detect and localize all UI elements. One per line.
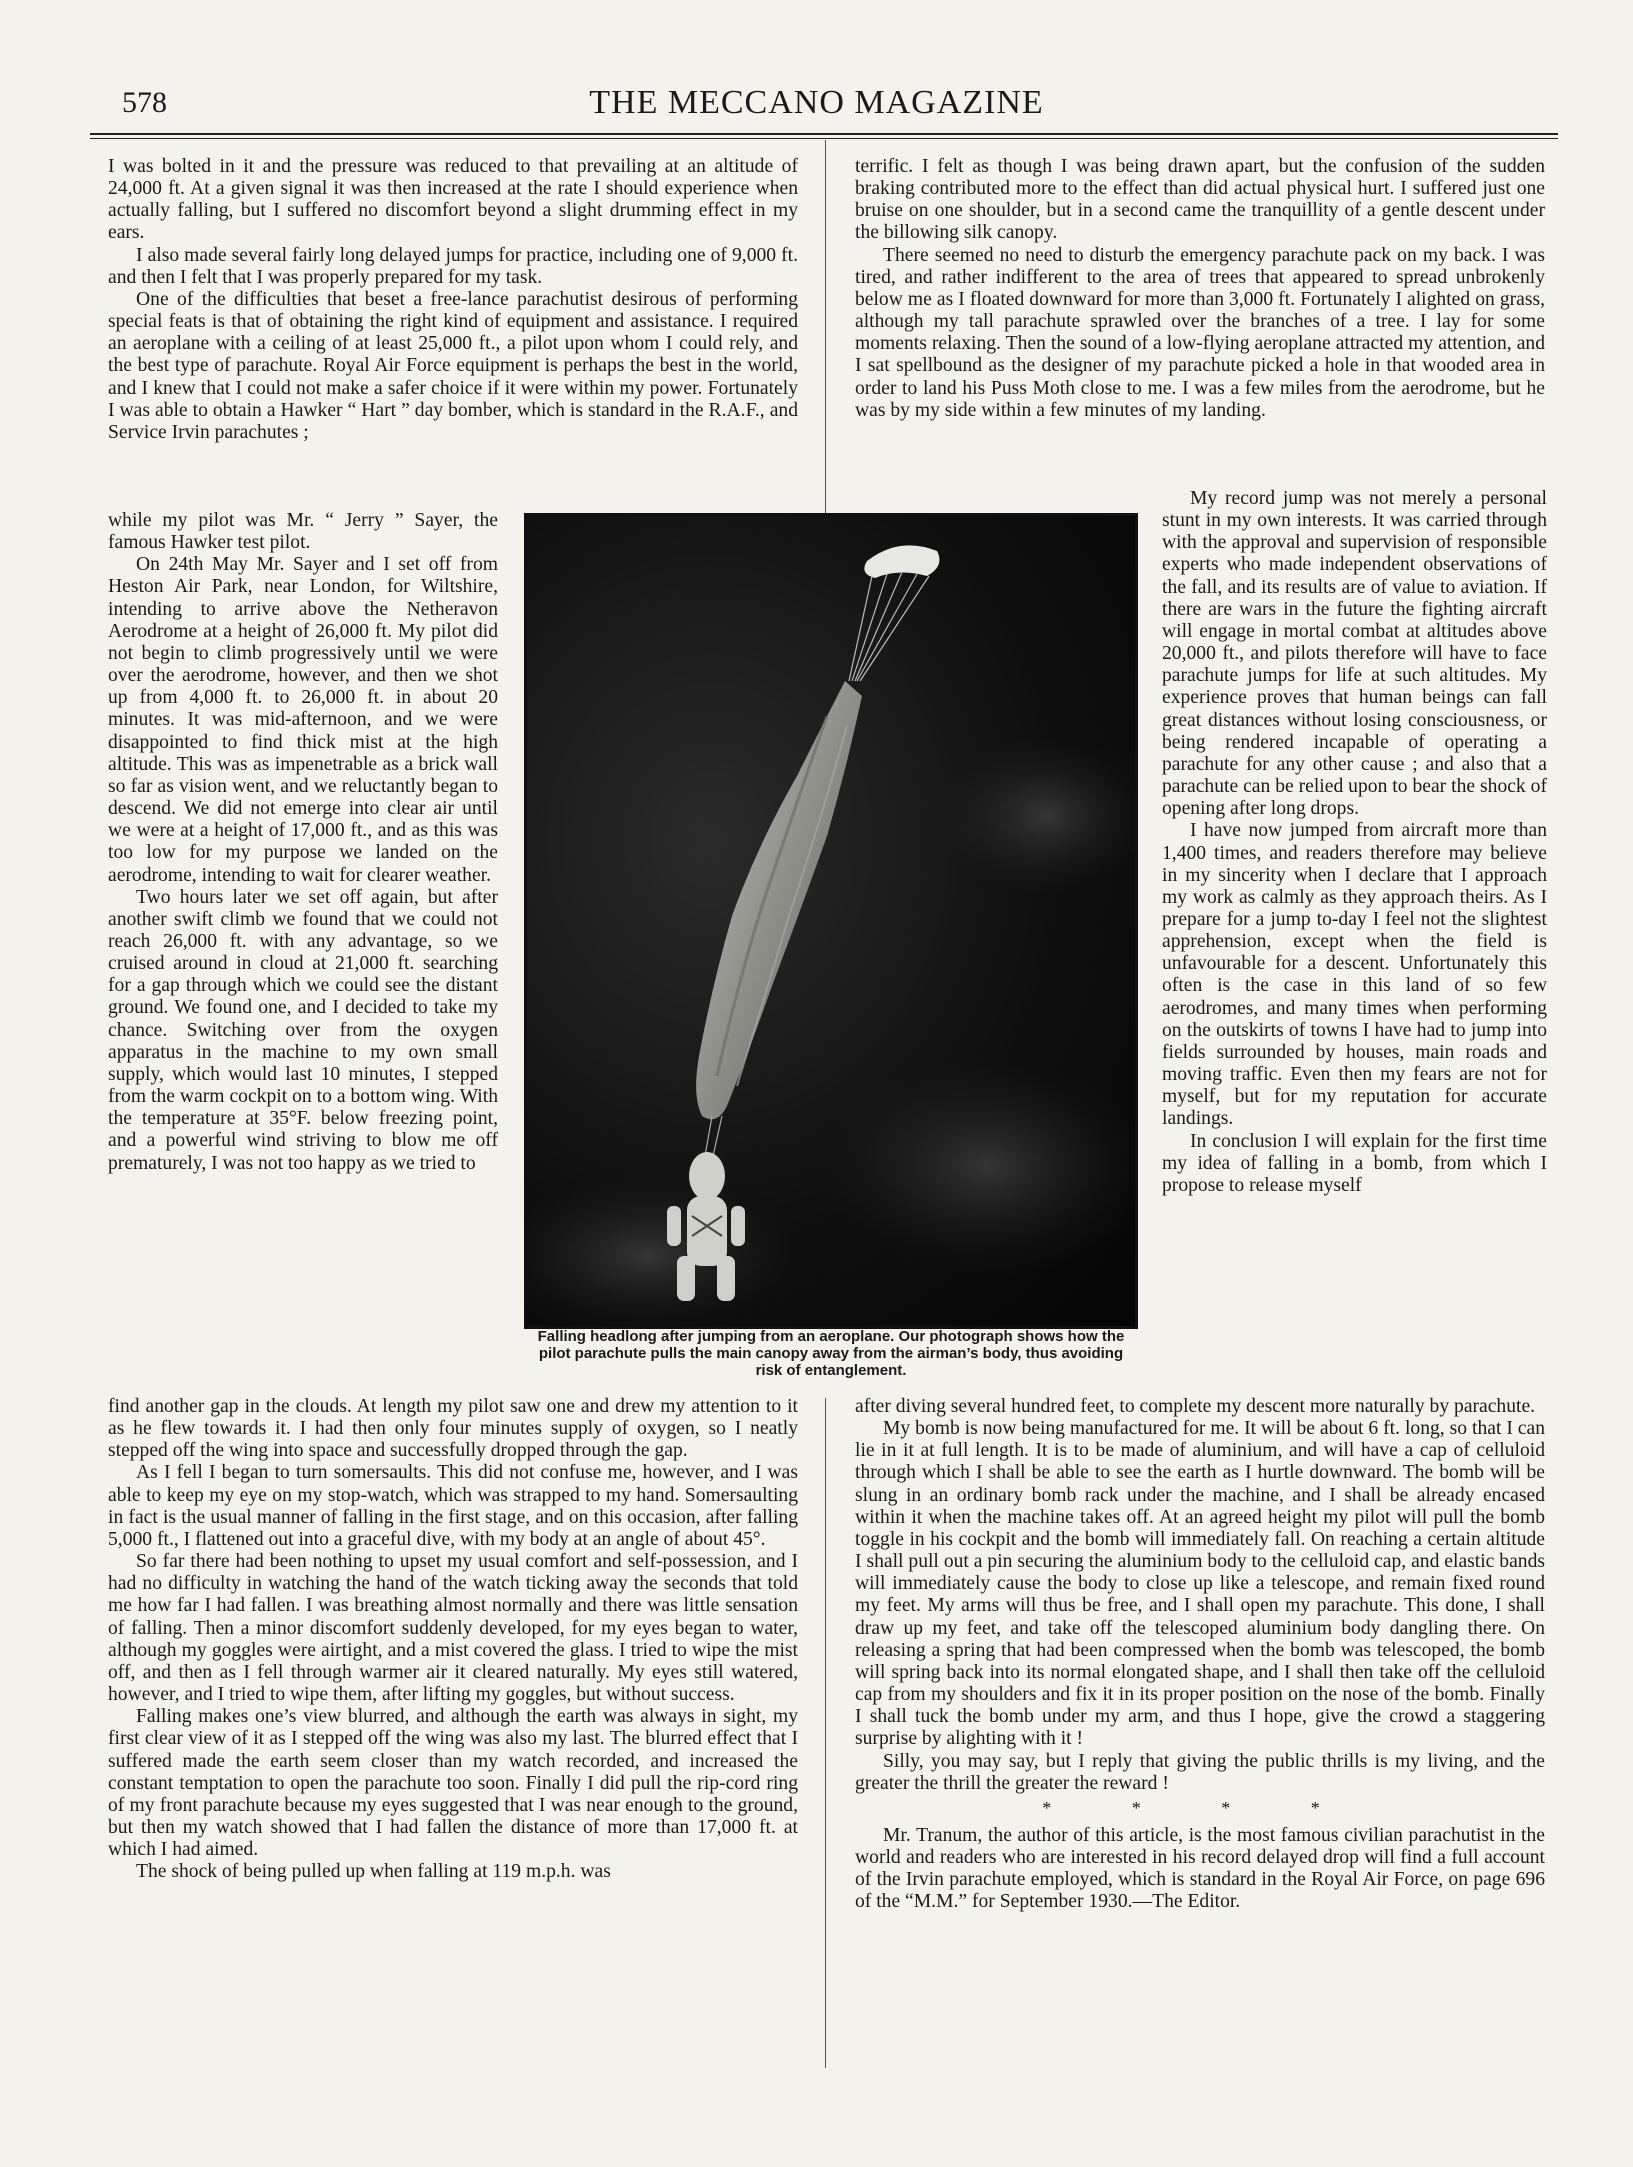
parachutist-photo	[524, 513, 1138, 1329]
paragraph: I have now jumped from aircraft more than 1,400 times, and readers therefore may believe in my sincerity when I declare that I approach my work as calmly as they approach theirs. As I prepare for a jump to-day I feel not the slightest apprehension, except when the field is unfavourable for a descent. Unfortunately this often is the case in this land of so few aerodromes, and many times when performing on the outskirts of towns I have had to jump into fields surrounded by houses, main roads and moving traffic. Even then my fears are not for myself, but for my reputation for accurate landings.	[1162, 820, 1547, 1130]
paragraph: The shock of being pulled up when falling at 119 m.p.h. was	[136, 1861, 611, 1883]
column-divider	[825, 1398, 826, 2068]
paragraph: while my pilot was Mr. “ Jerry ” Sayer, the famous Hawker test pilot.	[108, 510, 498, 554]
paragraph: As I fell I began to turn somersaults. This did not confuse me, however, and I was able to keep my eye on my stop-watch, which was strapped to my hand. Somersaulting in fact is the usual manner of falling in the first stage, and on this occasion, after falling 5,000 ft., I flattened out into a graceful dive, with my body at an angle of about 45°.	[108, 1462, 798, 1550]
section-stars: * * * *	[1042, 1797, 1358, 1818]
paragraph: Falling makes one’s view blurred, and although the earth was always in sight, my first clear view of it as I stepped off the wing was also my last. The blurred effect that I suffered made the earth seem closer than my watch recorded, and increased the constant temptation to open the parachute too soon. Finally I did pull the rip-cord ring of my front parachute because my eyes suggested that I was near enough to the ground, but then my watch showed that I had fallen the distance of more than 17,000 ft. at which I had aimed.	[108, 1706, 798, 1861]
paragraph: So far there had been nothing to upset my usual comfort and self-possession, and I had no difficulty in watching the hand of the watch ticking away the seconds that told me how far I had fallen. I was breathing almost normally and there was little sensation of falling. Then a minor discomfort suddenly developed, for my eyes began to water, although my goggles were airtight, and a mist covered the glass. I tried to wipe the mist off, and then as I fell through warmer air it cleared naturally. My eyes still watered, however, and I tried to wipe them, after lifting my goggles, but without success.	[108, 1551, 798, 1706]
paragraph: terrific. I felt as though I was being drawn apart, but the confusion of the sudden braking contributed more to the effect than did actual physical hurt. I suffered just one bruise on one shoulder, but in a second came the tranquillity of a gentle descent under the billowing silk canopy.	[855, 156, 1545, 244]
header-rule	[90, 133, 1558, 139]
paragraph: I was bolted in it and the pressure was reduced to that prevailing at an altitude of 24,000 ft. At a given signal it was then increased at the rate I should experience when actually falling, but I suffered no discomfort beyond a slight drumming effect in my ears.	[108, 156, 798, 244]
paragraph: I also made several fairly long delayed jumps for practice, including one of 9,000 ft. and then I felt that I was properly prepared for my task.	[108, 244, 798, 288]
photo-caption: Falling headlong after jumping from an aeroplane. Our photograph shows how the pilot parachute pulls the main canopy away from the airman’s body, thus avoiding risk of entanglement.	[537, 1328, 1125, 1379]
right-column-narrow	[1162, 488, 1547, 1197]
paragraph: In conclusion I will explain for the first time my idea of falling in a bomb, from which I propose to release myself	[1162, 1130, 1547, 1196]
paragraph: On 24th May Mr. Sayer and I set off from Heston Air Park, near London, for Wiltshire, intending to arrive above the Netheravon Aerodrome at a height of 26,000 ft. My pilot did not begin to climb progressively until we were over the aerodrome, however, and then we shot up from 4,000 ft. to 26,000 ft. in about 20 minutes. It was mid-afternoon, and we were disappointed to find thick mist at the high altitude. This was as impenetrable as a brick wall so far as vision went, and we reluctantly began to descend. We did not emerge into clear air until we were at a height of 17,000 ft., and as this was too low for my purpose we landed on the aerodrome, intending to wait for clearer weather.	[108, 554, 498, 886]
page-number: 578	[122, 86, 167, 119]
right-column-bottom	[855, 1396, 1545, 1914]
paragraph: Two hours later we set off again, but after another swift climb we found that we could not reach 26,000 ft. with any advantage, so we cruised around in cloud at 21,000 ft. searching for a gap through which we could see the distant ground. We found one, and I decided to take my chance. Switching over from the oxygen apparatus in the machine to my own small supply, which would last 10 minutes, I stepped from the warm cockpit on to a bottom wing. With the temperature at 35°F. below freezing point, and a powerful wind striving to blow me off prematurely, I was not too happy as we tried to	[108, 886, 498, 1174]
paragraph: One of the difficulties that beset a free-lance parachutist desirous of performing special feats is that of obtaining the right kind of equipment and assistance. I required an aeroplane with a ceiling of at least 25,000 ft., a pilot upon whom I could rely, and the best type of parachute. Royal Air Force equipment is perhaps the best in the world, and I knew that I could not make a safer choice if it were within my power. Fortunately I was able to obtain a Hawker “ Hart ” day bomber, which is standard in the R.A.F., and Service Irvin parachutes ;	[108, 288, 798, 443]
paragraph: My record jump was not merely a personal stunt in my own interests. It was carried through with the approval and supervision of responsible experts who made independent observations of the fall, and its results are of value to aviation. If there are wars in the future the fighting aircraft will engage in mortal combat at altitudes above 20,000 ft., and pilots therefore will have to face parachute jumps for life at such altitudes. My experience proves that human beings can fall great distances without losing consciousness, or being rendered incapable of operating a parachute for any other cause ; and also that a parachute can be relied upon to bear the shock of opening after long drops.	[1162, 488, 1547, 820]
editor-note: Mr. Tranum, the author of this article, is the most famous civilian parachutist in the world and readers who are interested in his record delayed drop will find a full account of the Irvin parachute employed, which is standard in the Royal Air Force, on page 696 of the “M.M.” for September 1930.—The Editor.	[855, 1824, 1545, 1913]
paragraph: after diving several hundred feet, to complete my descent more naturally by parachute.	[855, 1396, 1536, 1417]
magazine-title: THE MECCANO MAGAZINE	[589, 84, 1044, 121]
paragraph: My bomb is now being manufactured for me. It will be about 6 ft. long, so that I can lie in it at full length. It is to be made of aluminium, and will have a cap of celluloid through which I shall be able to see the earth as I hurtle downward. The bomb will be slung in an ordinary bomb rack under the machine, and I shall be already encased within it when the machine takes off. At an agreed height my pilot will pull the bomb toggle in his cockpit and the bomb will immediately fall. On reaching a certain altitude I shall pull out a pin securing the aluminium body to the celluloid cap, and elastic bands will immediately cause the body to close up like a telescope, and remain fixed round my feet. My arms will thus be free, and I shall open my parachute. This done, I shall draw up my feet, and take off the telescoped aluminium body dangling there. On releasing a spring that had been compressed when the bomb was telescoped, the bomb will spring back into its normal elongated shape, and I shall then take off the celluloid cap from my shoulders and fix it in its proper position on the nose of the bomb. Finally I shall tuck the bomb under my arm, and thus I hope, give the crowd a staggering surprise by alighting with it !	[855, 1418, 1545, 1750]
paragraph: Silly, you may say, but I reply that giving the public thrills is my living, and the greater the thrill the greater the reward !	[855, 1750, 1545, 1794]
right-column-top	[855, 156, 1545, 422]
parachute-illustration	[527, 516, 1135, 1326]
paragraph: There seemed no need to disturb the emergency parachute pack on my back. I was tired, and rather indifferent to the area of trees that appeared to spread unbrokenly below me as I floated downward for more than 3,000 ft. Fortunately I alighted on grass, although my tall parachute sprawled over the branches of a tree. I lay for some moments relaxing. Then the sound of a low-flying aeroplane attracted my attention, and I sat spellbound as the designer of my parachute picked a hole in that wooded area in order to land his Puss Moth close to me. I was a few miles from the aerodrome, but he was by my side within a few minutes of my landing.	[855, 244, 1545, 421]
left-column-narrow	[108, 510, 498, 1175]
left-column-top	[108, 156, 798, 444]
paragraph: find another gap in the clouds. At length my pilot saw one and drew my attention to it as he flew towards it. I had then only four minutes supply of oxygen, so I neatly stepped off the wing into space and successfully dropped through the gap.	[108, 1396, 798, 1462]
left-column-bottom	[108, 1396, 798, 1883]
